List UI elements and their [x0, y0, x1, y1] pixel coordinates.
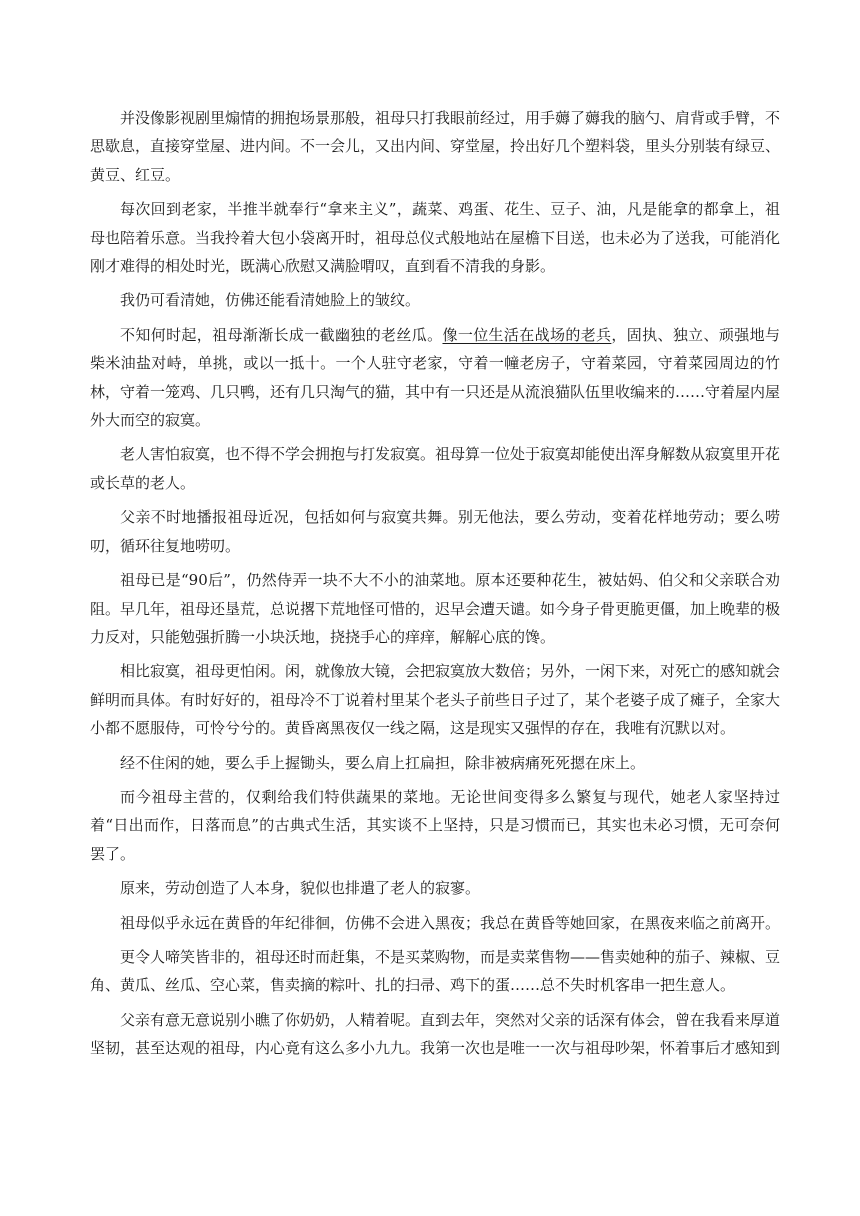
paragraph-9: 经不住闲的她，要么手上握锄头，要么肩上扛扁担，除非被病痛死死摁在床上。 — [120, 753, 646, 772]
paragraph-10: 而今祖母主营的，仅剩给我们特供蔬果的菜地。无论世间变得多么繁复与现代，她老人家坚持过着“日出而作，日落而息”的古典式生活，其实谈不上坚持，只是习惯而已，其实也未必习惯，无可奈何罢了。 — [90, 787, 780, 863]
underlined-phrase: 像一位生活在战场的老兵 — [442, 325, 612, 344]
paragraph-11: 原来，劳动创造了人本身，貌似也排遣了老人的寂寥。 — [120, 879, 481, 898]
paragraph-14: 父亲有意无意说别小瞧了你奶奶，人精着呢。直到去年，突然对父亲的话深有体会，曾在我看来厚道坚韧，甚至达观的祖母，内心竟有这么多小九九。我第一次也是唯一一次与祖母吵架，怀着事后才感知到 — [90, 1010, 781, 1058]
paragraph-2: 每次回到老家，半推半就奉行“拿来主义”，蔬菜、鸡蛋、花生、豆子、油，凡是能拿的都拿上，祖母也陪着乐意。当我拎着大包小袋离开时，祖母总仪式般地站在屋檐下目送，也未必为了送我，可能消化刚才难得的相处时光，既满心欣慰又满脸喟叹，直到看不清我的身影。 — [90, 200, 781, 276]
paragraph-6: 父亲不时地播报祖母近况，包括如何与寂寞共舞。别无他法，要么劳动，变着花样地劳动；要么唠叨，循环往复地唠叨。 — [90, 508, 780, 555]
paragraph-8: 相比寂寞，祖母更怕闲。闲，就像放大镜，会把寂寞放大数倍；另外，一闲下来，对死亡的感知就会鲜明而具体。有时好好的，祖母冷不丁说着村里某个老头子前些日子过了，某个老婆子成了瘫子，全家大小都不愿服侍，可怜兮兮的。黄昏离黑夜仅一线之隔，这是现实又强悍的存在，我唯有沉默以对。 — [90, 662, 781, 738]
paragraph-1: 并没像影视剧里煽情的拥抱场景那般，祖母只打我眼前经过，用手薅了薅我的脑勺、肩背或手臂，不思歇息，直接穿堂屋、进内间。不一会儿，又出内间、穿堂屋，拎出好几个塑料袋，里头分别装有绿豆、黄豆、红豆。 — [90, 109, 781, 184]
paragraph-4 — [90, 321, 780, 435]
paragraph-4-after: ，固执、独立、顽强地与柴米油盐对峙，单挑，或以一抵十。一个人驻守老家，守着一幢老房子，守着菜园，守着菜园周边的竹林，守着一笼鸡、几只鸭，还有几只淘气的猫，其中有一只还是从流浪猫队伍里收编来的……守着屋内屋外大而空的寂寞。 — [90, 325, 781, 430]
paragraph-3: 我仍可看清她，仿佛还能看清她脸上的皱纹。 — [120, 291, 421, 310]
paragraph-13: 更令人啼笑皆非的，祖母还时而赶集，不是买菜购物，而是卖菜售物——售卖她种的茄子、辣椒、豆角、黄瓜、丝瓜、空心菜，售卖摘的粽叶、扎的扫帚、鸡下的蛋……总不失时机客串一把生意人。 — [90, 947, 781, 995]
paragraph-7: 祖母已是“90后”，仍然侍弄一块不大不小的油菜地。原本还要种花生，被姑妈、伯父和父亲联合劝阻。早几年，祖母还垦荒，总说撂下荒地怪可惜的，迟早会遭天谴。如今身子骨更脆更僵，加上晚辈的极力反对，只能勉强折腾一小块沃地，挠挠手心的痒痒，解解心底的馋。 — [90, 571, 781, 646]
paragraph-4-before: 不知何时起，祖母渐渐长成一截幽独的老丝瓜。 — [120, 325, 443, 344]
paragraph-12: 祖母似乎永远在黄昏的年纪徘徊，仿佛不会进入黑夜；我总在黄昏等她回家，在黑夜来临之前离开。 — [120, 913, 781, 932]
article-body — [90, 104, 780, 1069]
paragraph-5: 老人害怕寂寞，也不得不学会拥抱与打发寂寞。祖母算一位处于寂寞却能使出浑身解数从寂寞里开花或长草的老人。 — [90, 445, 781, 492]
